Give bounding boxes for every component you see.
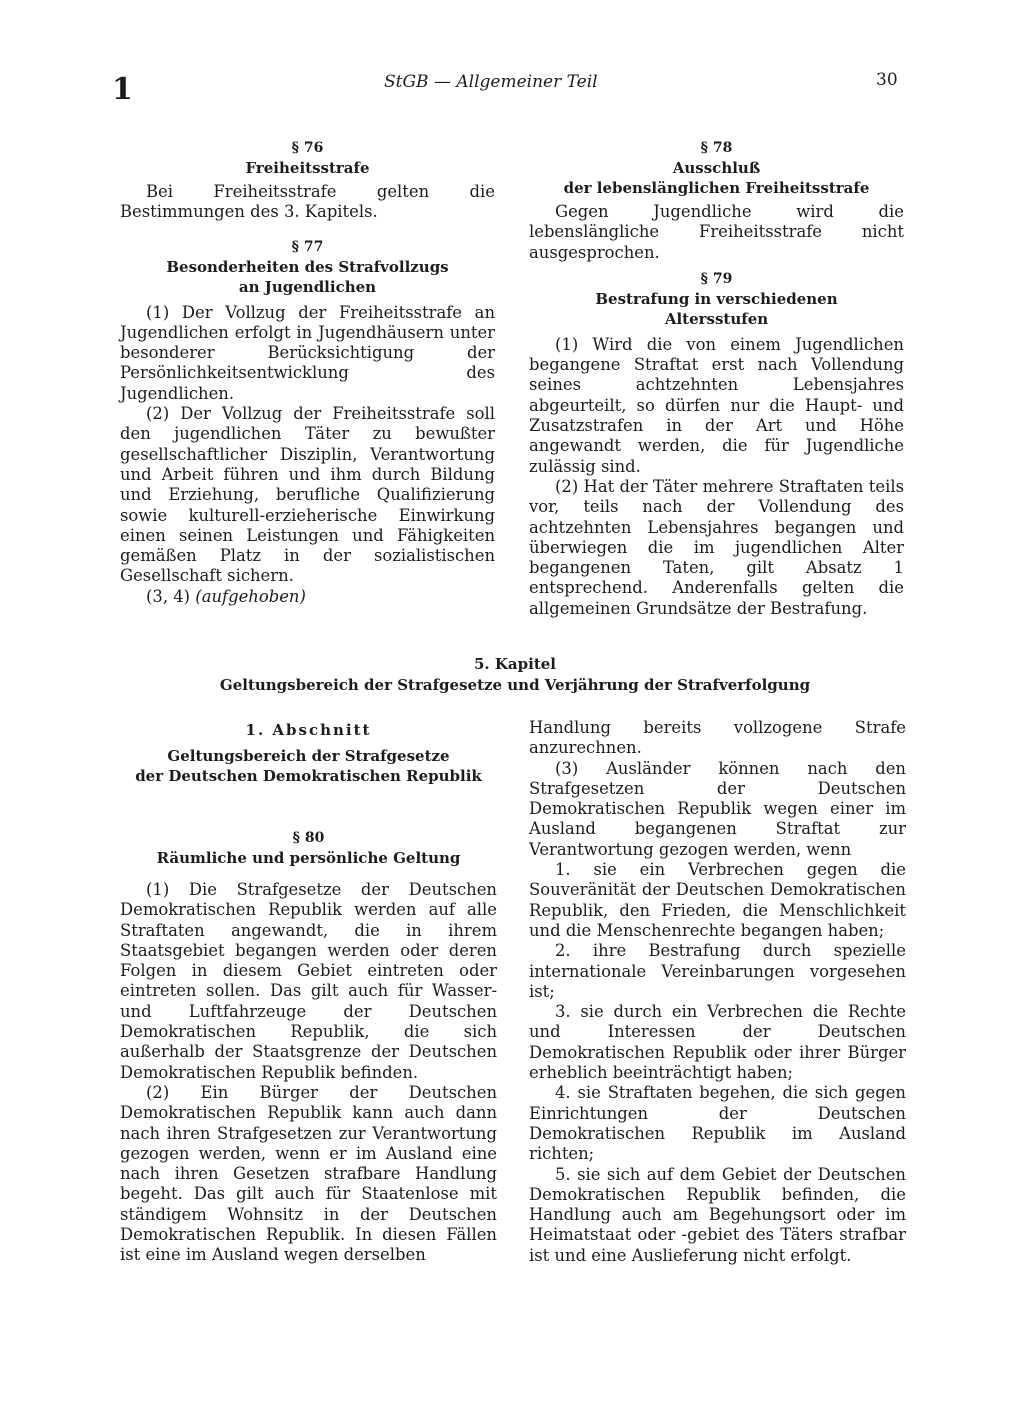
section-79-paragraph-1: (1) Wird die von einem Jugendlichen begangene Straftat erst nach Vollendung seines achtzehnten Lebensjahres abgeurteilt, so dürfen nur die Haupt- und Zusatzstrafen in der Art und Höhe angewandt werden, die für Jugendliche zulässig sind. <box>529 334 904 476</box>
running-header: StGB — Allgemeiner Teil <box>384 72 598 92</box>
section-79-number: § 79 <box>700 270 733 287</box>
section-78-number: § 78 <box>700 140 733 156</box>
upper-left-column <box>120 138 495 607</box>
section-76-text: Bei Freiheitsstrafe gelten die Bestimmungen des 3. Kapitels. <box>120 182 495 222</box>
section-77-paragraph-1: (1) Der Vollzug der Freiheitsstrafe an Jugendlichen erfolgt in Jugendhäusern unter besonderer Berücksichtigung der Persönlichkeitsentwicklung des Jugendlichen. <box>120 302 495 403</box>
upper-right-column <box>529 138 904 619</box>
chapter-marker: 1 <box>112 72 133 107</box>
section-79-title-line1: Bestrafung in verschiedenen <box>595 289 838 308</box>
section-77-title-line1: Besonderheiten des Strafvollzugs <box>166 257 449 276</box>
chapter-heading-number: 5. Kapitel <box>474 655 556 673</box>
section-77-paragraph-3-number: (3, 4) <box>146 586 191 606</box>
chapter-heading-title: Geltungsbereich der Strafgesetze und Verjährung der Strafverfolgung <box>219 676 811 694</box>
section-80-paragraph-3: (3) Ausländer können nach den Strafgesetzen der Deutschen Demokratischen Republik wegen einer im Ausland begangenen Straftat zur Verantwortung gezogen werden, wenn <box>529 758 906 859</box>
section-76-title: Freiheitsstrafe <box>245 159 370 177</box>
section-79-paragraph-2: (2) Hat der Täter mehrere Straftaten teils vor, teils nach der Vollendung des achtzehnten Lebensjahres begangen und überwiegen die im jugendlichen Alter begangenen Taten, gilt Absatz 1 entsprechend. Anderenfalls gelten die allgemeinen Grundsätze der Bestrafung. <box>529 476 904 618</box>
subsection-title-line2: der Deutschen Demokratischen Republik <box>135 767 482 785</box>
section-78-title-line2: der lebenslänglichen Freiheitsstrafe <box>563 179 870 197</box>
list-item: 3. sie durch ein Verbrechen die Rechte und Interessen der Deutschen Demokratischen Republik oder ihrer Bürger erheblich beeinträchtigt haben; <box>529 1002 906 1083</box>
section-80-paragraph-1: (1) Die Strafgesetze der Deutschen Demokratischen Republik werden auf alle Straftaten angewandt, die in ihrem Staatsgebiet begangen werden oder deren Folgen in diesem Gebiet eintreten oder eintreten sollen. Das gilt auch für Wasser- und Luftfahrzeuge der Deutschen Demokratischen Republik, die sich außerhalb der Staatsgrenze der Deutschen Demokratischen Republik befinden. <box>120 880 497 1082</box>
section-77-title-line2: an Jugendlichen <box>238 277 377 296</box>
section-77-number: § 77 <box>291 238 324 255</box>
section-77-paragraph-3 <box>120 587 495 607</box>
section-80-title: Räumliche und persönliche Geltung <box>156 849 461 867</box>
section-77-paragraph-3-status: (aufgehoben) <box>195 586 306 606</box>
list-item: 5. sie sich auf dem Gebiet der Deutschen Demokratischen Republik befinden, die Handlung auch am Begehungsort oder im Heimatstaat oder -gebiet des Täters strafbar ist und eine Auslieferung nicht erfolgt. <box>529 1164 906 1265</box>
section-79-title-line2: Altersstufen <box>664 309 769 328</box>
subsection-title-line1: Geltungsbereich der Strafgesetze <box>167 747 450 765</box>
lower-right-column <box>529 718 906 1266</box>
section-80-number: § 80 <box>292 830 325 846</box>
section-78-text: Gegen Jugendliche wird die lebenslängliche Freiheitsstrafe nicht ausgesprochen. <box>529 202 904 262</box>
section-80-paragraph-2-continued: Handlung bereits vollzogene Strafe anzurechnen. <box>529 718 906 758</box>
list-item: 4. sie Straftaten begehen, die sich gegen Einrichtungen der Deutschen Demokratischen Republik im Ausland richten; <box>529 1083 906 1164</box>
subsection-number: 1. Abschnitt <box>245 721 372 739</box>
page-number: 30 <box>876 70 898 90</box>
list-item: 2. ihre Bestrafung durch spezielle internationale Vereinbarungen vorgesehen ist; <box>529 941 906 1001</box>
section-78-title-line1: Ausschluß <box>672 159 761 177</box>
section-77-paragraph-2: (2) Der Vollzug der Freiheitsstrafe soll den jugendlichen Täter zu bewußter gesellschaftlicher Disziplin, Verantwortung und Arbeit führen und ihm durch Bildung und Erziehung, berufliche Qualifizierung sowie kulturell-erzieherische Einwirkung einen seinen Leistungen und Fähigkeiten gemäßen Platz in der sozialistischen Gesellschaft sichern. <box>120 404 495 586</box>
section-80-paragraph-2: (2) Ein Bürger der Deutschen Demokratischen Republik kann auch dann nach ihren Strafgesetzen zur Verantwortung gezogen werden, wenn er im Ausland eine nach ihren Gesetzen strafbare Handlung begeht. Das gilt auch für Staatenlose mit ständigem Wohnsitz in der Deutschen Demokratischen Republik. In diesen Fällen ist eine im Ausland wegen derselben <box>120 1082 497 1265</box>
lower-left-column <box>120 720 497 1266</box>
section-76-number: § 76 <box>291 140 324 156</box>
list-item: 1. sie ein Verbrechen gegen die Souveränität der Deutschen Demokratischen Republik, den Frieden, die Menschlichkeit und die Menschenrechte begangen haben; <box>529 860 906 940</box>
